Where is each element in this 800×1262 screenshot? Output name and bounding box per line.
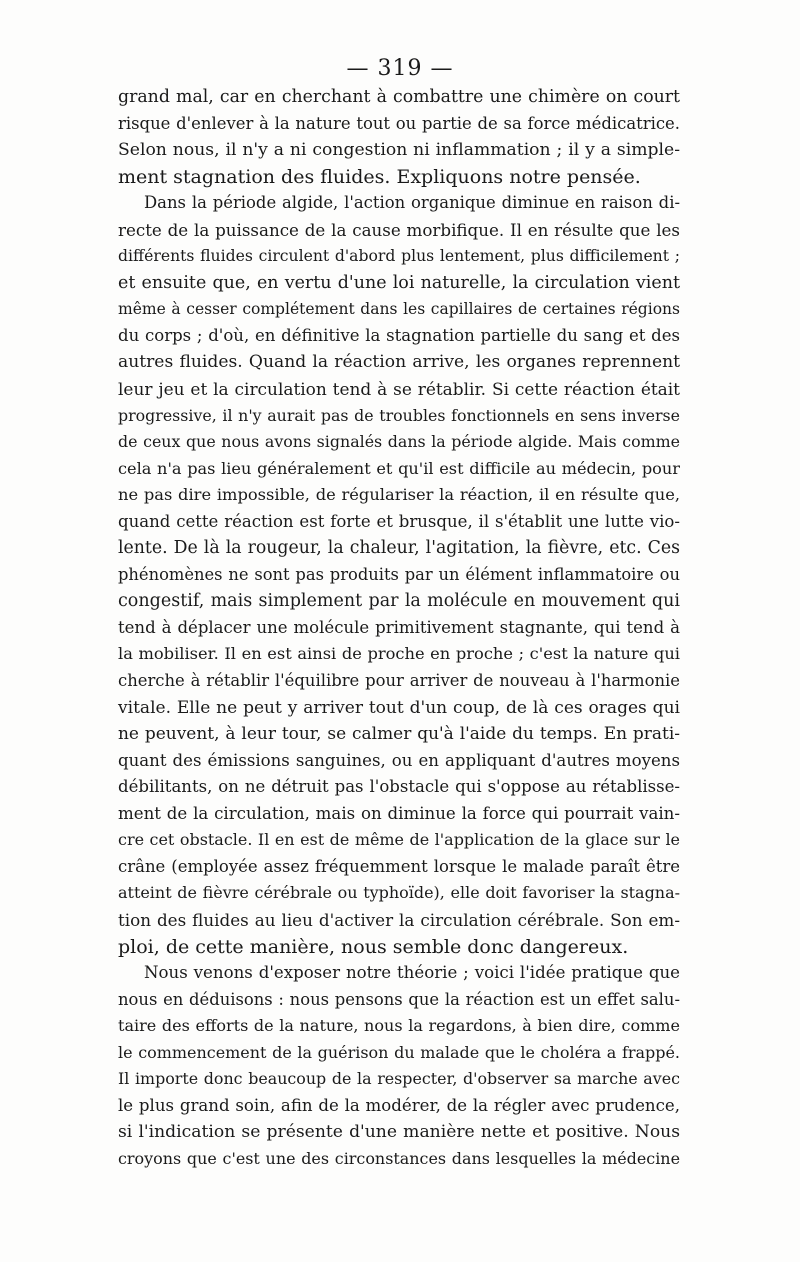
paragraph xyxy=(118,190,680,960)
text-line: recte de la puissance de la cause morbifique. Il en résulte que les xyxy=(118,219,680,240)
text-line: débilitants, on ne détruit pas l'obstacle qui s'oppose au rétablisse- xyxy=(118,777,680,797)
text-line: taire des efforts de la nature, nous la regardons, à bien dire, comme xyxy=(118,1016,680,1036)
text-line: ne peuvent, à leur tour, se calmer qu'à l'aide du temps. En prati- xyxy=(118,724,680,745)
text-line: quand cette réaction est forte et brusque, il s'établit une lutte vio- xyxy=(118,511,680,531)
text-line: croyons que c'est une des circonstances dans lesquelles la médecine xyxy=(118,1148,680,1168)
text-line: congestif, mais simplement par la molécule en mouvement qui xyxy=(118,591,680,612)
text-line: la mobiliser. Il en est ainsi de proche en proche ; c'est la nature qui xyxy=(118,644,680,664)
text-line: Il importe donc beaucoup de la respecter, d'observer sa marche avec xyxy=(118,1069,680,1089)
text-line: ploi, de cette manière, nous semble donc dangereux. xyxy=(118,935,629,958)
text-line: le commencement de la guérison du malade que le choléra a frappé. xyxy=(118,1042,680,1062)
text-line: lente. De là la rougeur, la chaleur, l'agitation, la fièvre, etc. Ces xyxy=(118,538,680,559)
text-line: crâne (employée assez fréquemment lorsque le malade paraît être xyxy=(118,856,680,876)
text-line: Selon nous, il n'y a ni congestion ni inflammation ; il y a simple- xyxy=(118,140,680,161)
text-line: progressive, il n'y aurait pas de troubles fonctionnels en sens inverse xyxy=(118,405,680,425)
text-line: autres fluides. Quand la réaction arrive, les organes reprennent xyxy=(118,352,680,373)
text-line: quant des émissions sanguines, ou en appliquant d'autres moyens xyxy=(118,750,680,770)
text-line: grand mal, car en cherchant à combattre une chimère on court xyxy=(118,87,680,107)
text-line: le plus grand soin, afin de la modérer, de la régler avec prudence, xyxy=(118,1095,680,1115)
text-line: de ceux que nous avons signalés dans la période algide. Mais comme xyxy=(118,432,680,452)
text-line: si l'indication se présente d'une manière nette et positive. Nous xyxy=(118,1122,680,1143)
text-line: différents fluides circulent d'abord plus lentement, plus difficilement ; xyxy=(118,246,680,266)
text-line: risque d'enlever à la nature tout ou partie de sa force médicatrice. xyxy=(118,113,680,133)
text-line: tend à déplacer une molécule primitivement stagnante, qui tend à xyxy=(118,617,680,637)
text-line: même à cesser complétement dans les capillaires de certaines régions xyxy=(118,300,680,319)
text-line: cela n'a pas lieu généralement et qu'il est difficile au médecin, pour xyxy=(118,458,680,478)
text-line: ment de la circulation, mais on diminue la force qui pourrait vain- xyxy=(118,803,680,823)
text-line: cherche à rétablir l'équilibre pour arriver de nouveau à l'harmonie xyxy=(118,671,680,691)
text-line: phénomènes ne sont pas produits par un élément inflammatoire ou xyxy=(118,564,680,584)
text-line: du corps ; d'où, en définitive la stagnation partielle du sang et des xyxy=(118,325,680,345)
text-line: leur jeu et la circulation tend à se rétablir. Si cette réaction était xyxy=(118,379,680,400)
text-line: ment stagnation des fluides. Expliquons notre pensée. xyxy=(118,165,641,188)
paragraph xyxy=(118,84,680,190)
page-number: — 319 — xyxy=(346,56,454,81)
text-line: vitale. Elle ne peut y arriver tout d'un coup, de là ces orages qui xyxy=(118,697,680,718)
text-line: atteint de fièvre cérébrale ou typhoïde), elle doit favoriser la stagna- xyxy=(118,883,680,903)
text-line: nous en déduisons : nous pensons que la réaction est un effet salu- xyxy=(118,989,680,1009)
text-line: cre cet obstacle. Il en est de même de l'application de la glace sur le xyxy=(118,830,680,850)
text-line: Nous venons d'exposer notre théorie ; voici l'idée pratique que xyxy=(144,963,680,983)
text-line: tion des fluides au lieu d'activer la circulation cérébrale. Son em- xyxy=(118,909,680,930)
text-line: ne pas dire impossible, de régulariser la réaction, il en résulte que, xyxy=(118,485,680,505)
paragraph xyxy=(118,960,680,1172)
text-line: Dans la période algide, l'action organique diminue en raison di- xyxy=(144,193,680,213)
body-text xyxy=(118,84,680,1172)
text-line: et ensuite que, en vertu d'une loi naturelle, la circulation vient xyxy=(118,272,680,293)
